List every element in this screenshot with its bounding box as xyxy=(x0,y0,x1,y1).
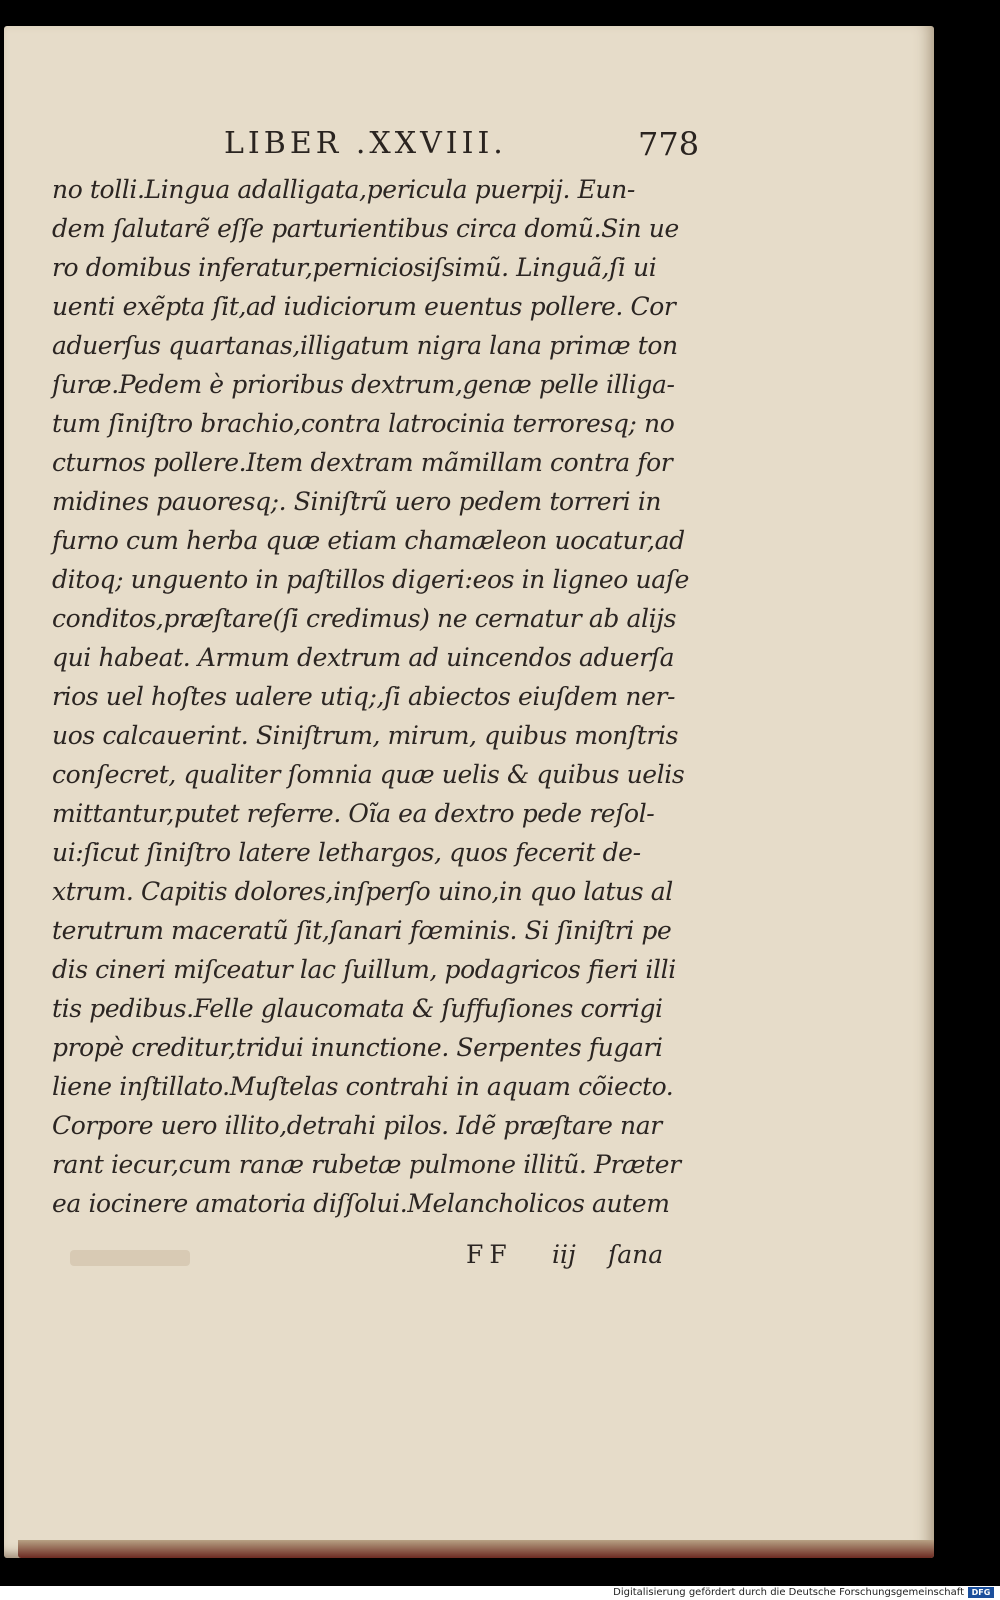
text-line: Corpore uero illito,detrahi pilos. Idẽ præſtare nar xyxy=(52,1111,662,1140)
text-line: ditoq; unguento in paſtillos digeri:eos in ligneo uaſe xyxy=(52,565,689,594)
text-line: tis pedibus.Felle glaucomata & ſuffuſiones corrigi xyxy=(52,994,663,1023)
signature-number: iij xyxy=(552,1240,576,1269)
signature-mark: FF xyxy=(466,1240,513,1269)
text-line: rios uel hoſtes ualere utiq;,ſi abiectos eiuſdem ner- xyxy=(52,682,676,711)
text-line: uenti exẽpta ſit,ad iudiciorum euentus pollere. Cor xyxy=(52,292,676,321)
text-line: conditos,præſtare(ſi credimus) ne cernatur ab alijs xyxy=(52,604,677,633)
footer-credit: Digitalisierung gefördert durch die Deutsche Forschungsgemeinschaft xyxy=(613,1587,964,1598)
text-line: uos calcauerint. Siniſtrum, mirum, quibus monſtris xyxy=(52,721,679,750)
book-bottom-edge xyxy=(18,1540,934,1558)
main-text xyxy=(52,170,712,1223)
text-line: conſecret, qualiter ſomnia quæ uelis & quibus uelis xyxy=(52,760,685,789)
text-line: tum ſiniſtro brachio,contra latrocinia terroresq; no xyxy=(52,409,675,438)
running-head: LIBER .XXVIII. xyxy=(224,126,507,161)
text-line: ſuræ.Pedem è prioribus dextrum,genæ pelle illiga- xyxy=(52,370,675,399)
dfg-logo: DFG xyxy=(968,1587,994,1598)
text-line: cturnos pollere.Item dextram mãmillam contra for xyxy=(52,448,673,477)
catchword: ſana xyxy=(608,1240,664,1269)
text-line: rant iecur,cum ranæ rubetæ pulmone illitũ. Præter xyxy=(52,1150,681,1179)
page-header xyxy=(214,97,714,163)
text-line: ea iocinere amatoria diſſolui.Melancholicos autem xyxy=(52,1189,670,1218)
text-line: ro domibus inferatur,perniciosiſsimũ. Linguã,ſi ui xyxy=(52,253,657,282)
text-line: dem ſalutarẽ eſſe parturientibus circa domũ.Sin ue xyxy=(52,214,679,243)
text-line: terutrum maceratũ ſit,ſanari fœminis. Si ſiniſtri pe xyxy=(52,916,672,945)
text-line: dis cineri miſceatur lac ſuillum, podagricos fieri illi xyxy=(52,955,676,984)
text-line: midines pauoresq;. Siniſtrũ uero pedem torreri in xyxy=(52,487,662,516)
text-line: liene inſtillato.Muſtelas contrahi in aquam cõiecto. xyxy=(52,1072,674,1101)
text-line: xtrum. Capitis dolores,inſperſo uino,in quo latus al xyxy=(52,877,673,906)
catchword-line xyxy=(466,1240,696,1280)
text-line: qui habeat. Armum dextrum ad uincendos aduerſa xyxy=(52,643,675,672)
text-line: furno cum herba quæ etiam chamæleon uocatur,ad xyxy=(52,526,685,555)
text-line: no tolli.Lingua adalligata,pericula puerpij. Eun- xyxy=(52,175,635,204)
page-number: 778 xyxy=(638,125,700,163)
text-line: ui:ſicut ſiniſtro latere lethargos, quos fecerit de- xyxy=(52,838,641,867)
text-line: propè creditur,tridui inunctione. Serpentes fugari xyxy=(52,1033,663,1062)
text-line: mittantur,putet referre. Oĩa ea dextro pede reſol- xyxy=(52,799,655,828)
text-line: aduerſus quartanas,illigatum nigra lana primæ ton xyxy=(52,331,678,360)
show-through-smudge xyxy=(70,1250,190,1266)
